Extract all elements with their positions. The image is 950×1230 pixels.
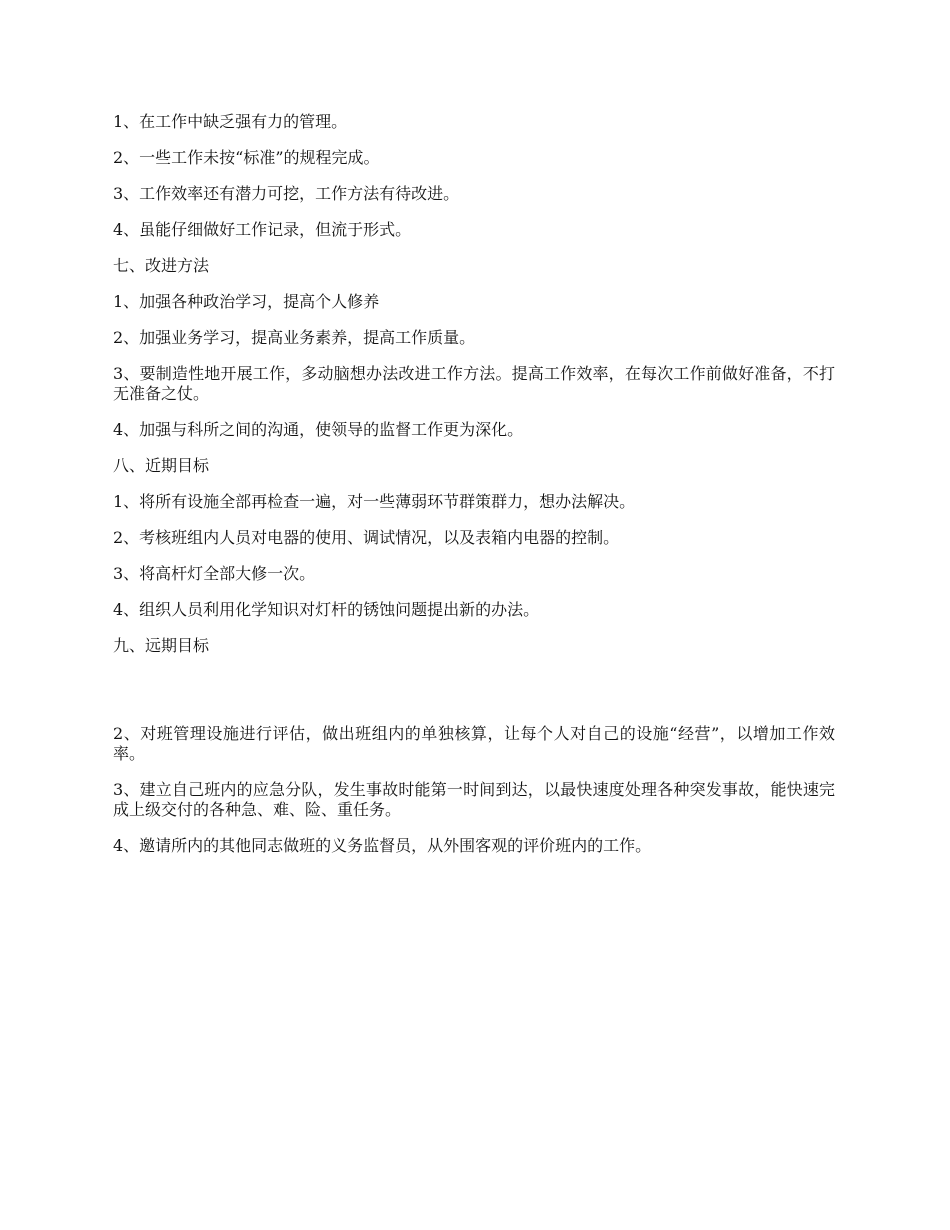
- list-item: 1、将所有设施全部再检查一遍，对一些薄弱环节群策群力，想办法解决。: [113, 492, 636, 511]
- blank-line: [113, 672, 835, 708]
- list-item: 2、对班管理设施进行评估，做出班组内的单独核算，让每个人对自己的设施“经营”，以增加工作效率。: [113, 724, 835, 763]
- list-item: 4、加强与科所之间的沟通，使领导的监督工作更为深化。: [113, 420, 524, 439]
- list-item: 3、建立自己班内的应急分队，发生事故时能第一时间到达，以最快速度处理各种突发事故，能快速完成上级交付的各种急、难、险、重任务。: [113, 780, 835, 819]
- list-item: 4、组织人员利用化学知识对灯杆的锈蚀问题提出新的办法。: [113, 600, 540, 619]
- list-item: 2、加强业务学习，提高业务素养，提高工作质量。: [113, 328, 476, 347]
- list-item: 1、加强各种政治学习，提高个人修养: [113, 292, 380, 311]
- section-heading-long-term-goals: 九、远期目标: [113, 636, 210, 655]
- list-item: 2、一些工作未按“标准”的规程完成。: [113, 148, 380, 167]
- list-item: 4、虽能仔细做好工作记录，但流于形式。: [113, 220, 412, 239]
- list-item: 3、工作效率还有潜力可挖，工作方法有待改进。: [113, 184, 460, 203]
- document-page: [113, 112, 835, 872]
- section-heading-improvement: 七、改进方法: [113, 256, 210, 275]
- section-heading-short-term-goals: 八、近期目标: [113, 456, 210, 475]
- list-item: 3、将高杆灯全部大修一次。: [113, 564, 316, 583]
- list-item: 2、考核班组内人员对电器的使用、调试情况，以及表箱内电器的控制。: [113, 528, 620, 547]
- list-item: 3、要制造性地开展工作，多动脑想办法改进工作方法。提高工作效率，在每次工作前做好准备，不打无准备之仗。: [113, 364, 835, 403]
- list-item: 1、在工作中缺乏强有力的管理。: [113, 112, 348, 131]
- list-item: 4、邀请所内的其他同志做班的义务监督员，从外围客观的评价班内的工作。: [113, 836, 652, 855]
